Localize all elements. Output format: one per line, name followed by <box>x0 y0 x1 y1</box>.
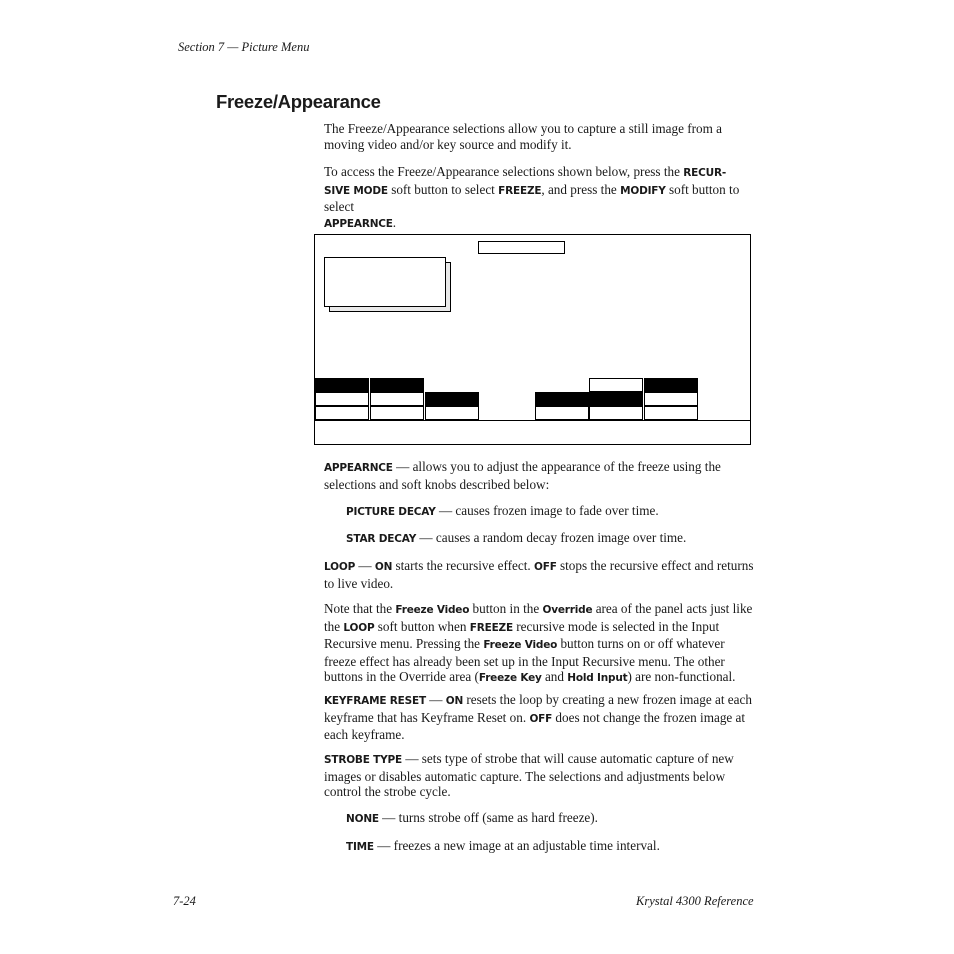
running-footer: Krystal 4300 Reference <box>636 894 754 908</box>
softbutton-cell <box>644 406 698 420</box>
keyword-keyframe-reset: KEYFRAME RESET <box>324 695 426 707</box>
softbutton-cell <box>535 406 589 420</box>
keyframe-reset-paragraph: KEYFRAME RESET — ON resets the loop by creating a new frozen image at each keyframe that has Keyframe Reset on. OFF does not change the frozen image at each keyframe. <box>324 692 752 743</box>
keyword-loop: LOOP <box>324 561 356 573</box>
softbutton-cell <box>589 378 643 392</box>
keyword-appearnce: APPEARNCE <box>324 217 393 230</box>
softbutton-cell <box>535 392 589 406</box>
softbutton-cell <box>589 392 643 406</box>
picture-decay-paragraph: PICTURE DECAY — causes frozen image to fade over time. <box>346 503 659 518</box>
appearnce-paragraph: APPEARNCE — allows you to adjust the appearance of the freeze using the selections and soft knobs described below: <box>324 459 721 492</box>
softbutton-cell <box>370 406 424 420</box>
section-title: Freeze/Appearance <box>216 91 381 112</box>
softbutton-cell <box>315 378 369 392</box>
keyword-freeze: FREEZE <box>498 184 542 197</box>
softbutton-cell <box>644 378 698 392</box>
running-header: Section 7 — Picture Menu <box>178 40 310 54</box>
keyword-none: NONE <box>346 813 379 825</box>
keyword-appearnce: APPEARNCE <box>324 462 393 474</box>
menu-divider <box>315 420 750 421</box>
keyword-time: TIME <box>346 841 374 853</box>
menu-panel <box>324 257 446 307</box>
intro-paragraph-2: To access the Freeze/Appearance selections shown below, press the RECUR- SIVE MODE soft button to select FREEZE, and press the MODIFY soft button to select APPEARNCE. <box>324 164 740 230</box>
softbutton-cell <box>425 406 479 420</box>
softbutton-cell <box>425 392 479 406</box>
keyword-picture-decay: PICTURE DECAY <box>346 506 436 518</box>
keyword-strobe-type: STROBE TYPE <box>324 754 403 766</box>
keyword-recursive-mode: RECUR- <box>683 167 727 179</box>
softbutton-cell <box>315 406 369 420</box>
page-number: 7-24 <box>173 894 196 908</box>
menu-diagram <box>314 234 751 445</box>
menu-title-box <box>478 241 565 254</box>
softbutton-cell <box>644 392 698 406</box>
keyword-star-decay: STAR DECAY <box>346 533 417 545</box>
softbutton-cell <box>315 392 369 406</box>
intro-paragraph-1: The Freeze/Appearance selections allow you to capture a still image from a moving video and/or key source and modify it. <box>324 121 723 152</box>
softbutton-cell <box>589 406 643 420</box>
none-paragraph: NONE — turns strobe off (same as hard freeze). <box>346 810 598 825</box>
note-paragraph: Note that the Freeze Video button in the Override area of the panel acts just like the LOOP soft button when FREEZE recursive mode is selected in the Input Recursive menu. Pressing the Freeze Video button turns on or off whatever freeze effect has already been set up in the Input Recursive menu. The other buttons in the Override area (Freeze Key and Hold Input) are non-functional. <box>324 601 753 685</box>
star-decay-paragraph: STAR DECAY — causes a random decay frozen image over time. <box>346 530 687 545</box>
time-paragraph: TIME — freezes a new image at an adjustable time interval. <box>346 838 660 853</box>
softbutton-cell <box>370 378 424 392</box>
keyword-modify: MODIFY <box>620 184 666 197</box>
loop-paragraph: LOOP — ON starts the recursive effect. OFF stops the recursive effect and returns to live video. <box>324 558 754 591</box>
strobe-type-paragraph: STROBE TYPE — sets type of strobe that will cause automatic capture of new images or disables automatic capture. The selections and adjustments below control the strobe cycle. <box>324 751 734 800</box>
softbutton-cell <box>370 392 424 406</box>
